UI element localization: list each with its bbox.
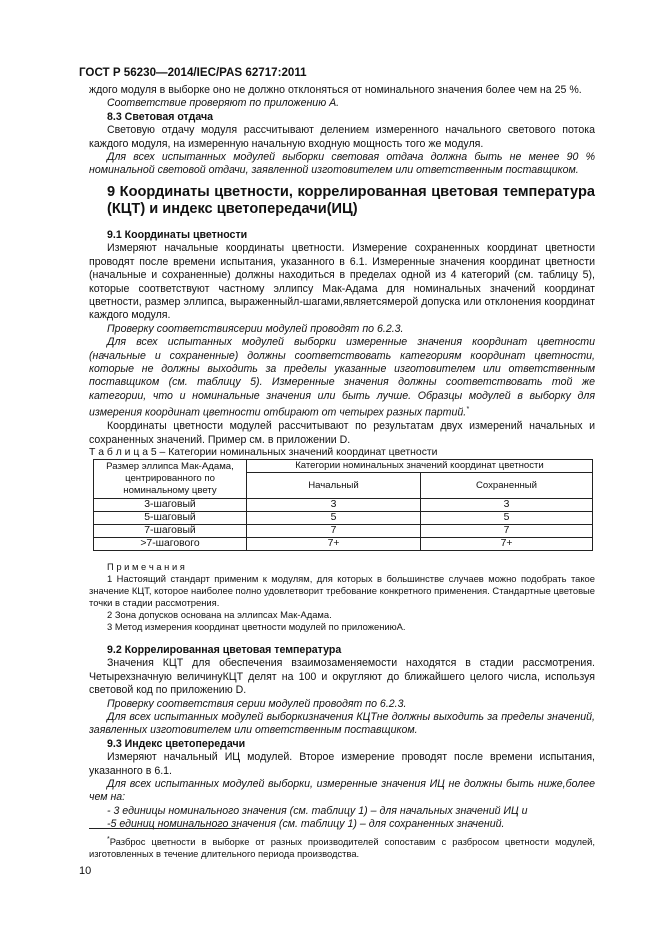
- column-header: Начальный: [247, 473, 421, 499]
- table-cell: 7-шаговый: [94, 525, 247, 538]
- list-item: - 3 единицы номинального значения (см. таблицу 1) – для начальных значений ИЦ и: [107, 804, 528, 817]
- table-row: [94, 512, 593, 525]
- section-9-2: [89, 644, 595, 832]
- table-cell: 3: [247, 499, 421, 512]
- paragraph: [89, 336, 595, 420]
- column-header: Размер эллипса Мак-Адама, центрированного по номинальному цвету: [94, 460, 247, 499]
- paragraph: Измеряют начальные координаты цветности. Измерение сохраненных координат цветности проводят после времени испытания, указанного в 6.1. Измеренные значения координат цветности (начальные и сохраненные) должны находиться в пределах одной из 4 категорий (см. таблицу 5), которые соответствуют частному эллипсу Мак-Адама для номинальных значений координат цветности, размер эллипса, выраженныйл-шагами,являетсямерой допуска или отклонения координат каждого модуля.: [89, 242, 595, 322]
- chapter-heading: [107, 184, 595, 218]
- paragraph: Значения КЦТ для обеспечения взаимозаменяемости находятся в стадии рассмотрения. Четырехзначную величинуКЦТ делят на 100 и округляют до ближайшего целого числа, используя световой код по приложению D.: [89, 657, 595, 697]
- section-9-1: [89, 229, 595, 447]
- group-header: Категории номинальных значений координат цветности: [247, 460, 593, 473]
- section-8-continuation: [89, 84, 595, 178]
- paragraph: Координаты цветности модулей рассчитывают по результатам двух измерений начальных и сохраненных значений. Пример см. в приложении D.: [89, 420, 595, 446]
- footnote-text: [89, 834, 595, 860]
- section-heading: 9.3 Индекс цветопередачи: [107, 737, 246, 750]
- table-cell: 5-шаговый: [94, 512, 247, 525]
- column-header: Сохраненный: [421, 473, 593, 499]
- table-cell: 7+: [421, 538, 593, 551]
- paragraph: Для всех испытанных модулей выборкизначения КЦТне должны выходить за пределы значений, заявленных изготовителем или ответственным поставщиком.: [89, 711, 595, 737]
- table-row: [94, 499, 593, 512]
- list-item: -5 единиц номинального значения (см. таблицу 1) – для сохраненных значений.: [107, 818, 505, 831]
- section-heading: 8.3 Световая отдача: [107, 110, 214, 123]
- table-cell: 7: [247, 525, 421, 538]
- chromaticity-table: [93, 459, 593, 551]
- table-cell: 5: [247, 512, 421, 525]
- paragraph: ждого модуля в выборке оно не должно отклоняться от номинального значения более чем на 25 %.: [89, 84, 582, 96]
- note-1: 1 Настоящий стандарт применим к модулям, для которых в большинстве случаев можно подобрать такое значение КЦТ, которое наиболее полно удовлетворит требование конкретного применения. Стандартные цветовые точки в стадии рассмотрения.: [89, 573, 595, 608]
- footnote-divider: [89, 828, 239, 829]
- table-cell: 3: [421, 499, 593, 512]
- note-2: 2 Зона допусков основана на эллипсах Мак-Адама.: [107, 609, 332, 620]
- paragraph: Для всех испытанных модулей выборки световая отдача должна быть не менее 90 % номинальной световой отдачи, заявленной изготовителем или ответственным поставщиком.: [89, 151, 595, 177]
- chapter-title: 9 Координаты цветности, коррелированная цветовая температура (КЦТ) и индекс цветопередачи(ИЦ): [107, 184, 595, 217]
- paragraph: Для всех испытанных модулей выборки, измеренные значения ИЦ не должны быть ниже,более чем на:: [89, 778, 595, 804]
- footnote-body: Разброс цветности в выборке от разных производителей сопоставим с разбросом цветности модулей, изготовленных в течение длительного периода производства.: [89, 836, 595, 860]
- footnote-marker: *: [107, 836, 110, 843]
- table-cell: 5: [421, 512, 593, 525]
- document-header: ГОСТ Р 56230—2014/IEC/PAS 62717:2011: [79, 66, 307, 79]
- note-3: 3 Метод измерения координат цветности модулей по приложениюА.: [107, 621, 406, 632]
- notes-title: П р и м е ч а н и я: [107, 561, 185, 572]
- table-cell: 3-шаговый: [94, 499, 247, 512]
- footnote-reference: *: [466, 406, 469, 414]
- table-cell: 7+: [247, 538, 421, 551]
- paragraph: Измеряют начальный ИЦ модулей. Второе измерение проводят после времени испытания, указанного в 6.1.: [89, 751, 595, 777]
- footnote: [89, 834, 595, 860]
- table-caption: Т а б л и ц а 5 – Категории номинальных значений координат цветности: [89, 447, 438, 458]
- table-cell: >7-шагового: [94, 538, 247, 551]
- paragraph: Проверку соответствия серии модулей проводят по 6.2.3.: [107, 697, 407, 710]
- section-heading: 9.2 Коррелированная цветовая температура: [107, 644, 342, 656]
- paragraph: Световую отдачу модуля рассчитывают делением измеренного начального светового потока каждого модуля, на измеренную начальную входную мощность того же модуля.: [89, 124, 595, 150]
- paragraph: Соответствие проверяют по приложению А.: [107, 97, 340, 110]
- table-cell: 7: [421, 525, 593, 538]
- notes: [89, 561, 595, 633]
- section-heading: 9.1 Координаты цветности: [107, 229, 248, 241]
- paragraph-text: Для всех испытанных модулей выборки измеренные значения координат цветности (начальные и сохраненные) должны соответствовать категориям координат цветности, которые не должны выходить за пределы указанные изготовителем или ответственным поставщиком (см. таблицу 5). Измеренные значения должны соответствовать той же категории, что и номинальные значения или быть лучше. Образцы модулей в выборку для измерения координат цветности отбирают от четырех разных партий.: [89, 336, 595, 419]
- page-number: 10: [79, 865, 92, 877]
- paragraph: Проверку соответствиясерии модулей проводят по 6.2.3.: [107, 322, 404, 335]
- table-row: [94, 538, 593, 551]
- table-row: [94, 525, 593, 538]
